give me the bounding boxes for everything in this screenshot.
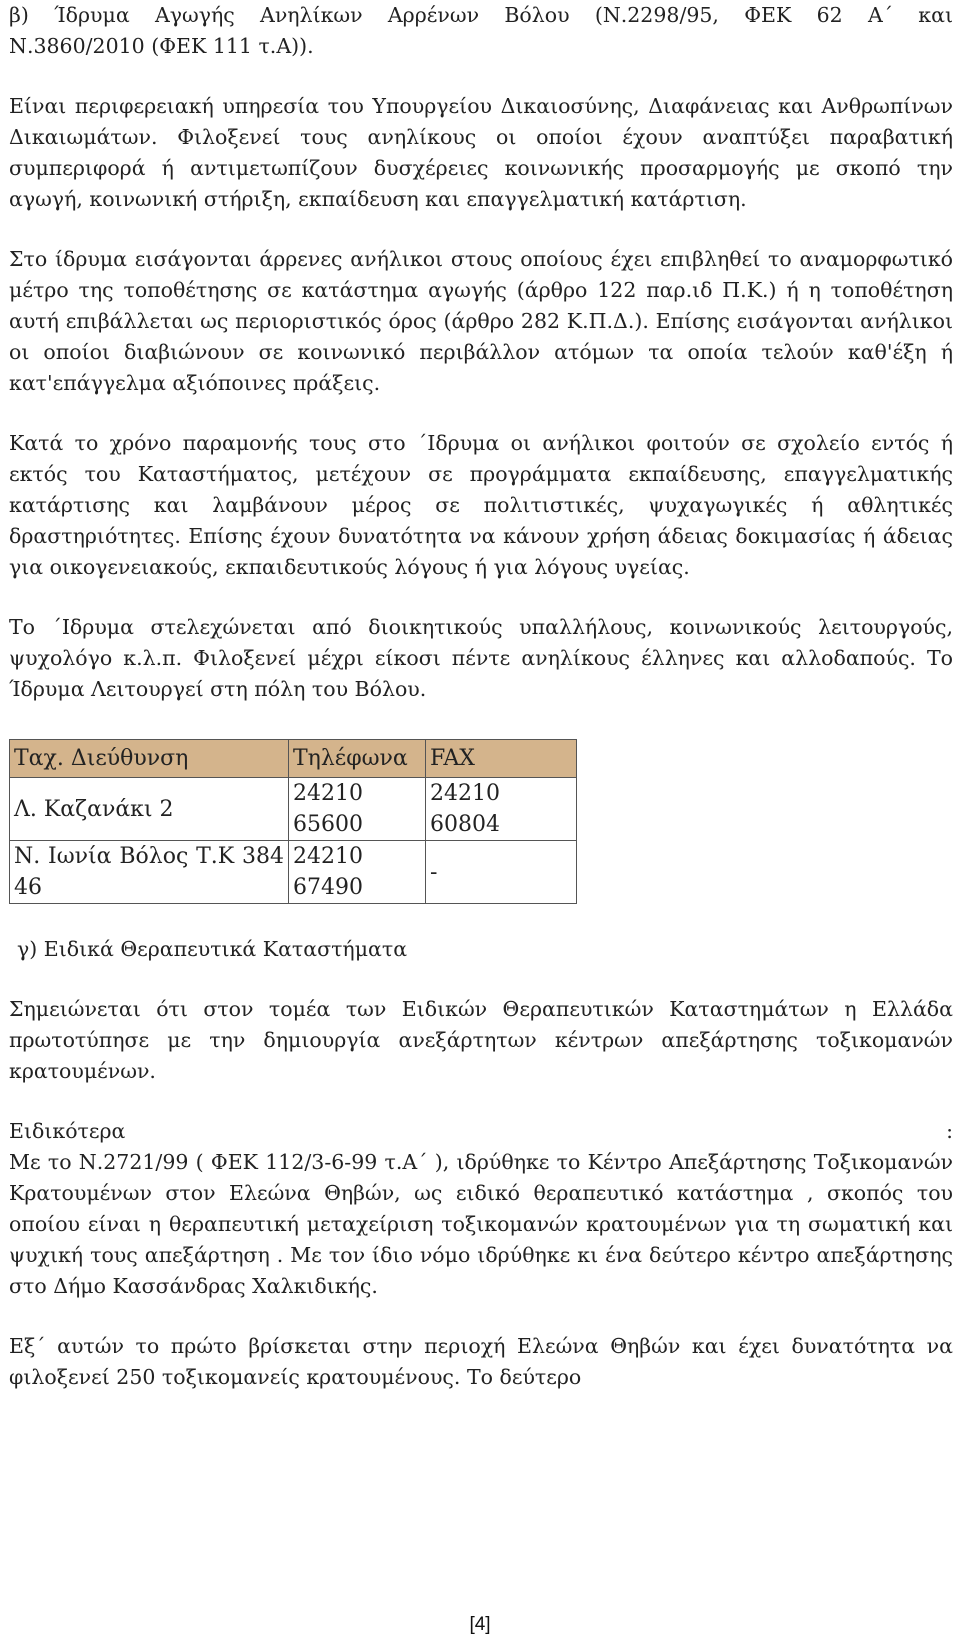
specifically-line xyxy=(9,1116,953,1147)
cell-address: Λ. Καζανάκι 2 xyxy=(10,778,289,841)
document-page xyxy=(9,0,953,1393)
specifically-colon: : xyxy=(946,1119,953,1143)
cell-phone: 24210 67490 xyxy=(289,841,426,904)
header-phones: Τηλέφωνα xyxy=(289,740,426,778)
section-beta-title-line-2: Ν.3860/2010 (ΦΕΚ 111 τ.Α)). xyxy=(9,34,314,58)
paragraph-institution-description: Είναι περιφερειακή υπηρεσία του Υπουργείου Δικαιοσύνης, Διαφάνειας και Ανθρωπίνων Δικαιωμάτων. Φιλοξενεί τους ανηλίκους οι οποίοι έχουν αναπτύξει παραβατική συμπεριφορά ή αντιμετωπίζουν δυσχέρειες κοινωνικής προσαρμογής με σκοπό την αγωγή, κοινωνική στήριξη, εκπαίδευση και επαγγελματική κατάρτιση. xyxy=(9,94,953,211)
paragraph-eleonas-capacity: Εξ΄ αυτών το πρώτο βρίσκεται στην περιοχή Ελεώνα Θηβών και έχει δυνατότητα να φιλοξενεί 250 τοξικομανείς κρατουμένους. Το δεύτερο xyxy=(9,1334,953,1389)
paragraph-admission-criteria: Στο ίδρυμα εισάγονται άρρενες ανήλικοι στους οποίους έχει επιβληθεί το αναμορφωτικό μέτρο της τοποθέτησης σε κατάστημα αγωγής (άρθρο 122 παρ.ιδ Π.Κ.) ή η τοποθέτηση αυτή επιβάλλεται ως περιοριστικός όρος (άρθρο 282 Κ.Π.Δ.). Επίσης εισάγονται ανήλικοι οι οποίοι διαβιώνουν σε κοινωνικό περιβάλλον ατόμων τα οποία τελούν καθ'έξη ή κατ'επάγγελμα αξιόποινες πράξεις. xyxy=(9,247,953,395)
header-fax: FAX xyxy=(426,740,577,778)
table-header-row xyxy=(10,740,577,778)
cell-fax: 24210 60804 xyxy=(426,778,577,841)
table-row xyxy=(10,778,577,841)
cell-phone: 24210 65600 xyxy=(289,778,426,841)
table-row xyxy=(10,841,577,904)
cell-fax: - xyxy=(426,841,577,904)
section-beta-title-line-1: β) Ίδρυμα Αγωγής Ανηλίκων Αρρένων Βόλου (Ν.2298/95, ΦΕΚ 62 Α΄ και xyxy=(9,3,953,27)
paragraph-residence-activities: Κατά το χρόνο παραμονής τους στο ΄Ιδρυμα οι ανήλικοι φοιτούν σε σχολείο εντός ή εκτός του Καταστήματος, μετέχουν σε προγράμματα εκπαίδευσης, επαγγελματικής κατάρτισης και λαμβάνουν μέρος σε πολιτιστικές, ψυχαγωγικές ή αθλητικές δραστηριότητες. Επίσης έχουν δυνατότητα να κάνουν χρήση άδειας δοκιμασίας ή άδειας για οικογενειακούς, εκπαιδευτικούς λόγους ή για λόγους υγείας. xyxy=(9,431,953,579)
contact-table xyxy=(9,739,577,904)
paragraph-therapeutic-intro: Σημειώνεται ότι στον τομέα των Ειδικών Θεραπευτικών Καταστημάτων η Ελλάδα πρωτοτύπησε με την δημιουργία ανεξάρτητων κέντρων απεξάρτησης τοξικομανών κρατουμένων. xyxy=(9,997,953,1083)
paragraph-law-2721: Με το Ν.2721/99 ( ΦΕΚ 112/3-6-99 τ.Α΄ ), ιδρύθηκε το Κέντρο Απεξάρτησης Τοξικομανών Κρατουμένων στον Ελεώνα Θηβών, ως ειδικό θεραπευτικό κατάστημα , σκοπός του οποίου είναι η θεραπευτική μεταχείριση τοξικομανών κρατουμένων για τη σωματική και ψυχική τους απεξάρτηση . Με τον ίδιο νόμο ιδρύθηκε κι ένα δεύτερο κέντρο απεξάρτησης στο Δήμο Κασσάνδρας Χαλκιδικής. xyxy=(9,1150,953,1298)
header-address: Ταχ. Διεύθυνση xyxy=(10,740,289,778)
specifically-label: Ειδικότερα xyxy=(9,1119,126,1143)
contact-table-wrapper xyxy=(9,739,953,904)
page-number: [4] xyxy=(469,1614,491,1635)
cell-address: Ν. Ιωνία Βόλος Τ.Κ 384 46 xyxy=(10,841,289,904)
paragraph-staffing-capacity: Το ΄Ιδρυμα στελεχώνεται από διοικητικούς υπαλλήλους, κοινωνικούς λειτουργούς, ψυχολόγο κ.λ.π. Φιλοξενεί μέχρι είκοσι πέντε ανηλίκους έλληνες και αλλοδαπούς. Το Ίδρυμα Λειτουργεί στη πόλη του Βόλου. xyxy=(9,615,953,701)
section-gamma-heading: γ) Ειδικά Θεραπευτικά Καταστήματα xyxy=(17,937,408,961)
